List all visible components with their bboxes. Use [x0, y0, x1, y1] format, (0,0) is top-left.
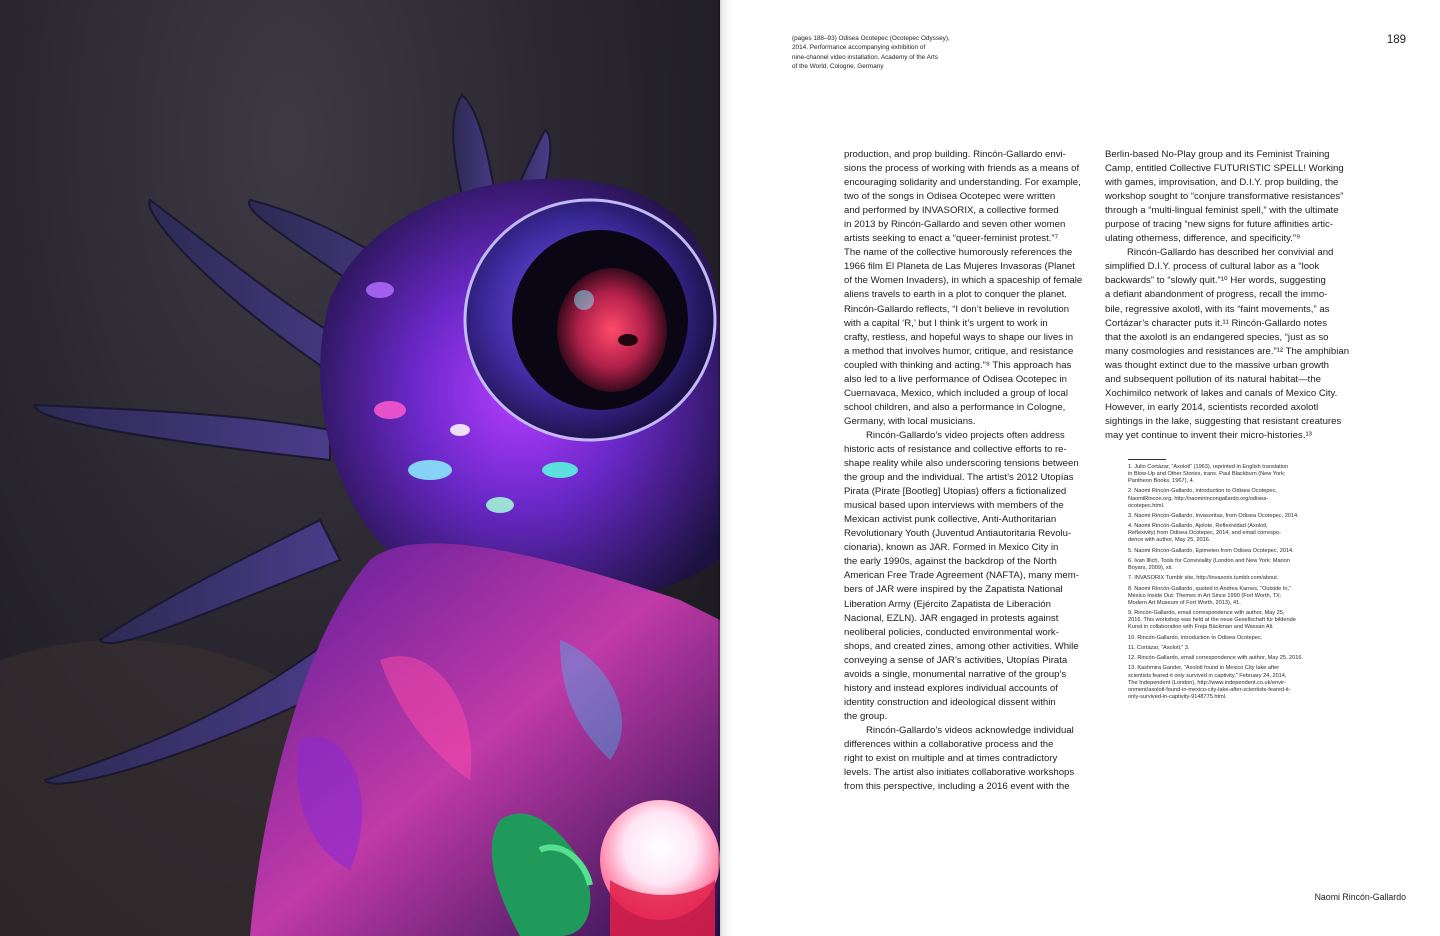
endnote: 1. Julio Cortázar, “Axolotl” (1963), reprinted in English translation in Blow-Up and Other Stories, trans. Paul Blackburn (New York: Pantheon Books, 1967), 4.	[1128, 464, 1289, 485]
caption-line: 2014. Performance accompanying exhibition of	[792, 44, 926, 52]
body-column-left	[844, 148, 1094, 794]
body-paragraph	[1105, 148, 1355, 246]
endnote: 11. Cortázar, “Axolotl,” 3.	[1128, 644, 1190, 651]
endnote: 6. Ivan Illich, Tools for Conviviality (London and New York: Marion Boyars, 2009), xii.	[1128, 557, 1290, 572]
page-number: 189	[1386, 34, 1406, 46]
text: Rincón-Gallardo’s video projects often address historic acts of resistance and collective efforts to re- shape reality while also underscoring tensions between the group and the individual. The artist’s 2012 Utopías Pirata (Pirate [Bootleg] Utopias) offers a fictionalized musical based upon interviews with members of the Mexican activist punk collective, Anti-Authoritarian Revolutionary Youth (Juventud Antiautoritaria Revolu- cionaria), known as JAR. Formed in Mexico City in the early 1990s, against the backdrop of the North American Free Trade Agreement (NAFTA), many mem- bers of JAR were inspired by the Zapatista National Liberation Army (Ejército Zapatista de Liberación Nacional, EZLN). JAR engaged in protests against neoliberal policies, conducted environmental work- shops, and created zines, among other activities. While conveying a sense of JAR’s activities, Utopías Pirata avoids a single, monumental narrative of the group’s history and instead explores individual accounts of identity construction and ideological dissent within the group.	[844, 429, 1079, 722]
image-caption	[792, 34, 972, 71]
endnote: 12. Rincón-Gallardo, email correspondence with author, May 25, 2016.	[1128, 655, 1304, 662]
endnotes-rule	[1128, 459, 1166, 460]
endnote: 13. Kashmira Gander, “Axolotl found in Mexico City lake after scientists feared it only survived in captivity,” February 24, 2014, The Independent (London), http://www.independent.co.uk/envir- onment/axolotl-found-in-mexico-city-lake-after-scientists-feared-it- only-survived-in-captivity-9148775.html.	[1128, 665, 1291, 700]
text: Rincón-Gallardo’s videos acknowledge individual differences within a collaborative process and the right to exist on multiple and at times contradictory levels. The artist also initiates collaborative workshops from this perspective, including a 2016 event with the	[844, 724, 1075, 793]
endnote: 3. Naomi Rincón-Gallardo, Invasoritas, from Odisea Ocotepec, 2014.	[1128, 512, 1299, 519]
caption-line: nine-channel video installation. Academy of the Arts	[792, 53, 939, 61]
caption-line: of the World, Cologne, Germany	[792, 62, 884, 70]
endnote: 2. Naomi Rincón-Gallardo, introduction to Odisea Ocotepec, NaomiRincon.org, http://naomirincongallardo.org/odisea- ocotepec.html.	[1128, 488, 1277, 509]
endnote: 9. Rincón-Gallardo, email correspondence with author, May 25, 2016. This workshop was held at the neue Gesellschaft für bildende Kunst in collaboration with Freja Bäckman and Wassan Ali.	[1128, 610, 1296, 631]
running-footer-author: Naomi Rincón-Gallardo	[1314, 892, 1406, 902]
body-paragraph	[844, 724, 1094, 794]
endnote: 5. Naomi Rincón-Gallardo, Epimeteo from Odisea Ocotepec, 2014.	[1128, 547, 1294, 554]
body-paragraph	[844, 429, 1094, 724]
text: Berlin-based No-Play group and its Feminist Training Camp, entitled Collective FUTURISTIC SPELL! Working with games, improvisation, and D.I.Y. prop building, the workshop sought to “conjure transformative resistances” through a “multi-lingual feminist spell,” with the ultimate purpose of tracing “new signs for future affinities artic- ulating otherness, difference, and specificity.”⁹	[1105, 149, 1344, 245]
endnote: 8. Naomi Rincón-Gallardo, quoted in Andrea Karnes, “Outside In,” México Inside Out: Themes in Art Since 1990 (Fort Worth, TX: Modern Art Museum of Fort Worth, 2013), 41.	[1128, 585, 1291, 606]
text: Rincón-Gallardo has described her convivial and simplified D.I.Y. process of cultural labor as a “look backwards” to “slowly quit.”¹⁰ Her words, suggesting a defiant abandonment of progress, recall the immo- bile, regressive axolotl, with its “faint movements,” as Cortázar’s character puts it.¹¹ Rincón-Gallardo notes that the axolotl is an endangered species, “just as so many cosmologies and resistances are.”¹² The amphibian was thought extinct due to the massive urban growth and subsequent pollution of its natural habitat—the Xochimilco network of lakes and canals of Mexico City. However, in early 2014, scientists recorded axolotl sightings in the lake, suggesting that resistant creatures may yet continue to invent their micro-histories.¹³	[1105, 247, 1350, 441]
book-gutter-shadow	[718, 0, 732, 936]
endnote: 4. Naomi Rincón-Gallardo, Ajolote, Reflexividad (Axolotl, Reflexivity) from Odisea Ocotepec, 2014, and email correspo- dence with author, May 25, 2016.	[1128, 523, 1281, 544]
body-column-right	[1105, 148, 1355, 443]
caption-line: (pages 188–93) Odisea Ocotepec (Ocotepec Odyssey),	[792, 35, 950, 42]
endnote: 10. Rincón-Gallardo, introduction to Odisea Ocotepec.	[1128, 634, 1263, 641]
body-paragraph	[1105, 246, 1355, 443]
text: production, and prop building. Rincón-Gallardo envi- sions the process of working with friends as a means of encouraging solidarity and understanding. For example, two of the songs in Odisea Ocotepec were written and performed by INVASORIX, a collective formed in 2013 by Rincón-Gallardo and seven other women artists seeking to enact a “queer-feminist protest.”⁷ The name of the collective humorously references the 1966 film El Planeta de Las Mujeres Invasoras (Planet of the Women Invaders), in which a spaceship of female aliens travels to earth in a plot to conquer the planet. Rincón-Gallardo reflects, “I don’t believe in revolution with a capital ‘R,’ but I think it’s urgent to work in crafty, restless, and hopeful ways to shape our lives in a method that involves humor, critique, and resistance coupled with thinking and acting.”⁸ This approach has also led to a live performance of Odisea Ocotepec in Cuernavaca, Mexico, which included a group of local school children, and also a performance in Cologne, Germany, with local musicians.	[844, 149, 1083, 427]
endnotes	[1128, 459, 1333, 704]
body-paragraph	[844, 148, 1094, 429]
endnote: 7. INVASORIX Tumblr site, http://invasorix.tumblr.com/about.	[1128, 575, 1279, 582]
